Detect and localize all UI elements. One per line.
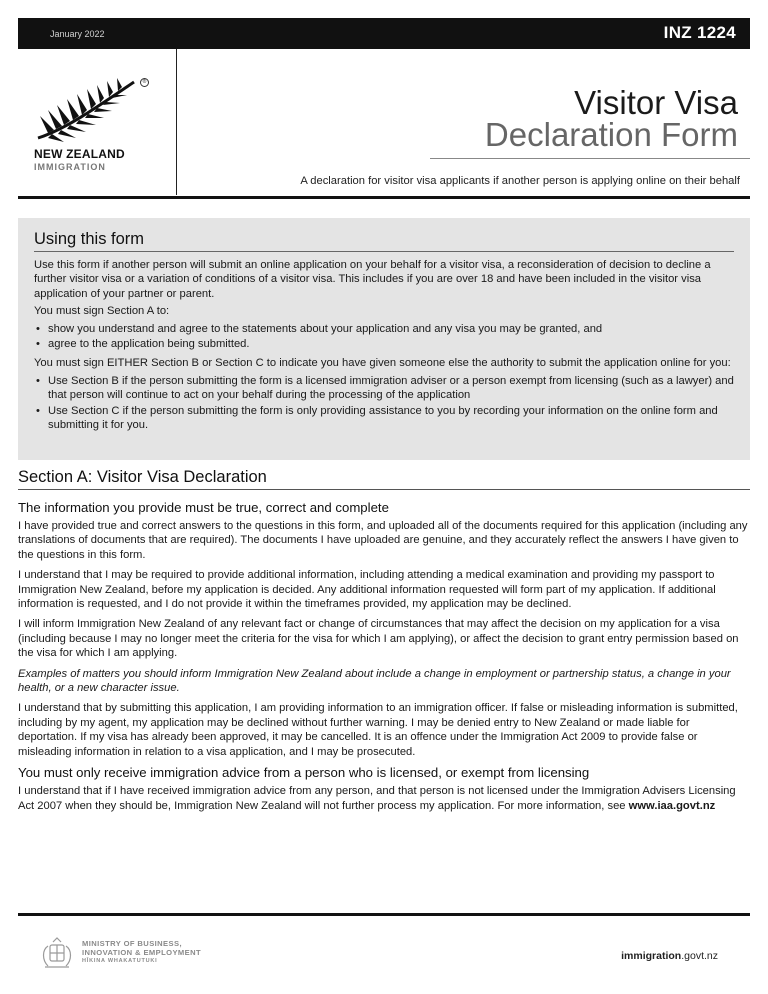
list-item: • agree to the application being submitted. — [34, 337, 734, 351]
list-item: • Use Section C if the person submitting the form is only providing assistance to you by recording your information on the online form and submitting it for you. — [34, 404, 734, 433]
silver-fern-icon — [34, 72, 144, 144]
trademark-mark: ® — [140, 78, 149, 87]
declaration-paragraph: I understand that I may be required to provide additional information, including attending a medical examination and providing my passport to Immigration New Zealand, before my application is decided. Any additional information requested will form part of my application. If additional information is requested, and I do not provide it within the timeframes provided, my application may be declined. — [18, 569, 716, 611]
using-form-heading: Using this form — [34, 230, 734, 252]
advice-paragraph — [18, 784, 750, 813]
coat-of-arms-icon — [38, 936, 76, 970]
list-item: • show you understand and agree to the statements about your application and any visa you may be granted, and — [34, 322, 734, 336]
section-a-heading: Section A: Visitor Visa Declaration — [18, 468, 750, 490]
section-a-subheading-advice: You must only receive immigration advice from a person who is licensed, or exempt from licensing — [18, 765, 590, 781]
page-title-sub: Declaration Form — [484, 116, 738, 153]
header-bar — [18, 18, 750, 49]
title-divider — [430, 158, 750, 159]
website-url-bold: immigration — [621, 950, 682, 962]
header-rule — [18, 196, 750, 199]
website-url[interactable] — [621, 950, 718, 962]
nz-immigration-logo — [34, 72, 164, 177]
logo-text-immigration: IMMIGRATION — [34, 162, 106, 172]
section-a-subheading-truth: The information you provide must be true, correct and complete — [18, 500, 389, 515]
using-form-panel — [18, 218, 750, 460]
page-subtitle: A declaration for visitor visa applicants if another person is applying online on their behalf — [300, 175, 740, 187]
ministry-name-line2: INNOVATION & EMPLOYMENT — [82, 948, 202, 957]
website-url-domain: .govt.nz — [681, 950, 718, 962]
section-a-list — [34, 322, 734, 352]
form-date: January 2022 — [50, 29, 105, 39]
page-title: Visitor Visa — [574, 84, 738, 121]
declaration-paragraph: I will inform Immigration New Zealand of any relevant fact or change of circumstances that may affect the decision on my application for a visa (including because I may no longer meet the criteria for the visa for which I am applying), or affect the decision to grant entry permission based on the visa for which I am applying. — [18, 618, 739, 660]
section-bc-list — [34, 374, 734, 433]
form-code: INZ 1224 — [663, 23, 736, 42]
footer-rule — [18, 913, 750, 916]
declaration-paragraph: I have provided true and correct answers to the questions in this form, and uploaded all of the documents required for this application (including any translations of documents that are required). The documents I have uploaded are genuine, and they accurately reflect the answers I have given to the questions in this form. — [18, 520, 748, 561]
list-item: • Use Section B if the person submitting the form is a licensed immigration adviser or a person exempt from licensing (such as a lawyer) and that person will continue to act on your behalf during the processing of the application — [34, 374, 734, 403]
ministry-name-maori: HĪKINA WHAKATUTUKI — [82, 958, 158, 964]
logo-text-new-zealand: NEW ZEALAND — [34, 147, 125, 161]
section-a — [18, 468, 750, 819]
iaa-link[interactable]: www.iaa.govt.nz — [628, 799, 716, 812]
ministry-name-line1: MINISTRY OF BUSINESS, — [82, 939, 182, 948]
sign-section-a-text: You must sign Section A to: — [34, 305, 170, 318]
using-form-intro: Use this form if another person will submit an online application on your behalf for a visitor visa, a reconsideration of decision to decline a further visitor visa or a variation of conditions of a visitor visa. This includes if you are over 18 and have been included in the visitor visa application of your partner or parent. — [34, 259, 711, 300]
header-divider — [176, 49, 177, 195]
mbie-logo — [38, 936, 238, 970]
sign-section-bc-text: You must sign EITHER Section B or Section C to indicate you have given someone else the authority to submit the application online for you: — [34, 357, 731, 370]
declaration-paragraph: I understand that by submitting this application, I am providing information to an immigration officer. If false or misleading information is submitted, including by my agent, my application may be declined without further warning. I may be denied entry to New Zealand or made liable for deportation. If my visa has already been approved, it may be cancelled. It is an offence under the Immigration Act 2009 to provide false or misleading information in relation to a visa application, and I may be prosecuted. — [18, 702, 738, 758]
advice-text: I understand that if I have received immigration advice from any person, and that person is not licensed under the Immigration Advisers Licensing Act 2007 when they should be, Immigration New Zealand will not further process my application. For more information, see — [18, 785, 736, 812]
ministry-name — [82, 939, 201, 966]
examples-paragraph: Examples of matters you should inform Immigration New Zealand about include a change in employment or partnership status, a change in your health, or a new character issue. — [18, 667, 731, 695]
